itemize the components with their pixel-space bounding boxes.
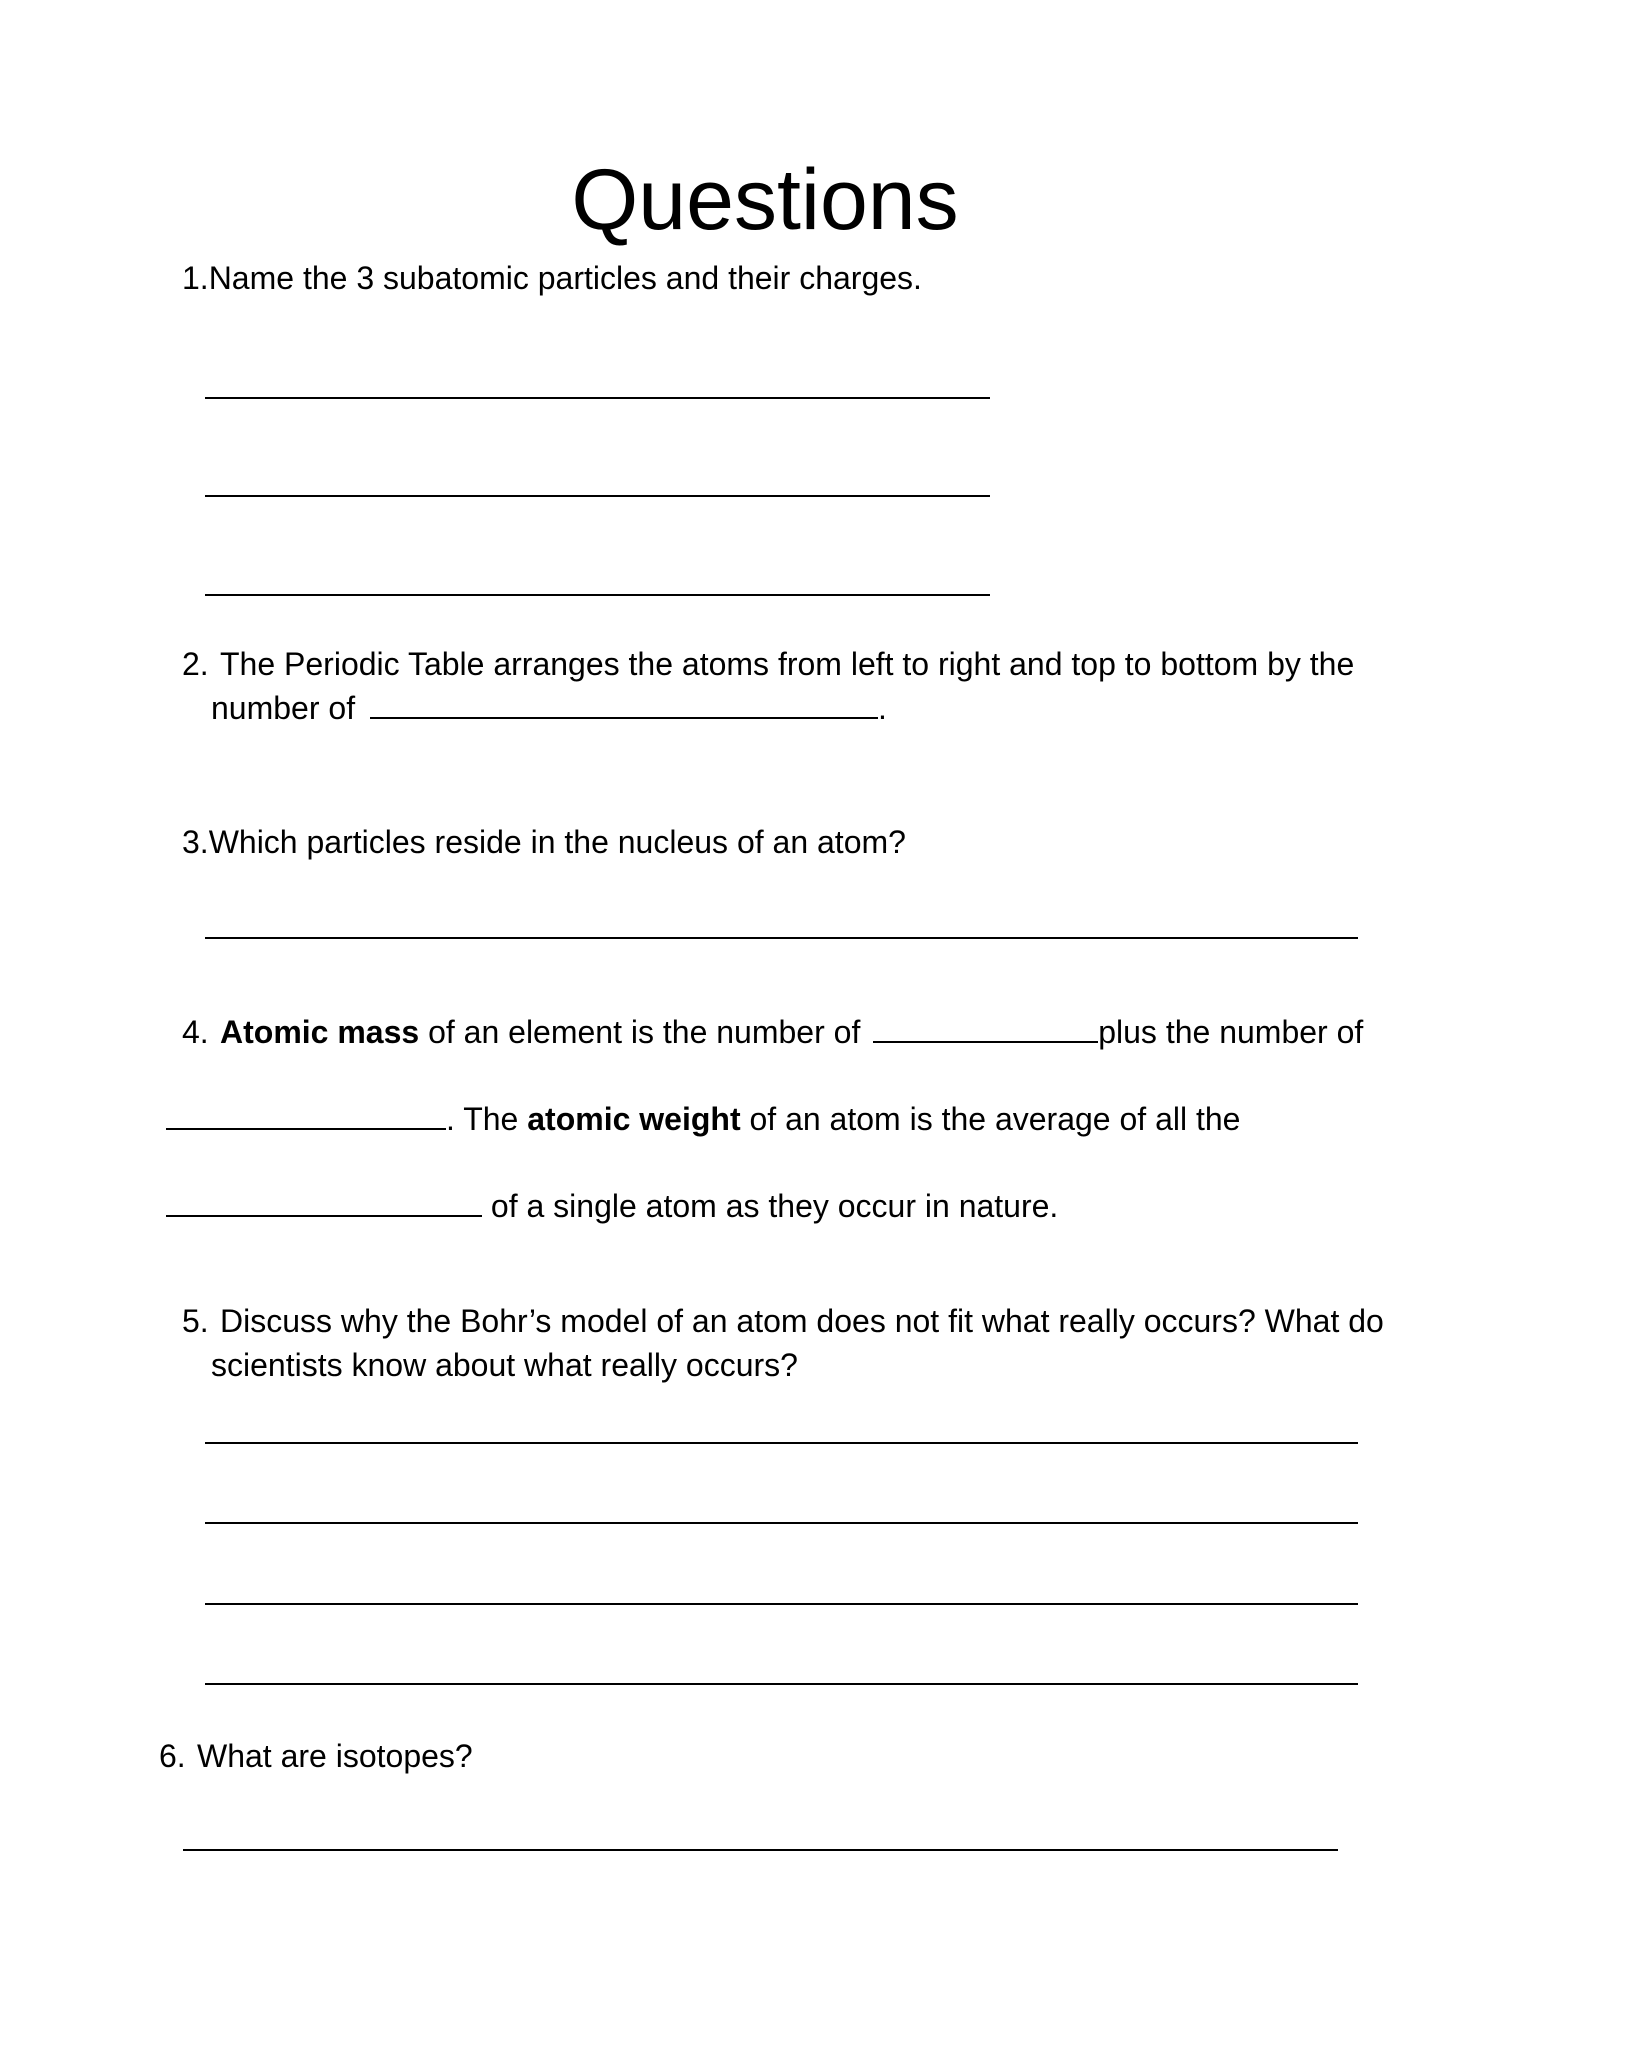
question-2-line2	[211, 686, 887, 730]
blank-q4-2[interactable]	[166, 1098, 446, 1130]
answer-line-q6[interactable]	[183, 1849, 1338, 1851]
question-5-text-line1: Discuss why the Bohr’s model of an atom does not fit what really occurs? What do	[220, 1303, 1384, 1339]
question-2-period: .	[877, 690, 887, 726]
page-title: Questions	[571, 152, 959, 248]
answer-line-q5-4[interactable]	[205, 1683, 1358, 1685]
question-4-line3	[166, 1184, 1058, 1228]
question-1-text: Name the 3 subatomic particles and their charges.	[208, 260, 922, 296]
question-6	[159, 1734, 473, 1778]
question-4-text1: of an element is the number of	[428, 1014, 861, 1050]
question-5-number: 5.	[182, 1303, 209, 1339]
question-4-bold-atomic-weight: atomic weight	[527, 1101, 741, 1137]
question-4-bold-atomic-mass: Atomic mass	[220, 1014, 420, 1050]
blank-q4-1[interactable]	[873, 1011, 1098, 1043]
answer-line-q1-3[interactable]	[205, 594, 990, 596]
question-2-text-line1: The Periodic Table arranges the atoms from left to right and top to bottom by the	[220, 646, 1355, 682]
question-4-text5: of a single atom as they occur in nature.	[490, 1188, 1059, 1224]
question-4-text2: plus the number of	[1098, 1014, 1364, 1050]
question-4-line2	[166, 1097, 1240, 1141]
question-1-number: 1.	[182, 260, 209, 296]
question-3	[182, 820, 906, 864]
question-5-line2	[211, 1343, 798, 1387]
blank-q2[interactable]	[370, 687, 878, 719]
question-5-text-line2: scientists know about what really occurs?	[211, 1347, 798, 1383]
answer-line-q5-3[interactable]	[205, 1603, 1358, 1605]
question-1	[182, 256, 922, 300]
question-4-text4: of an atom is the average of all the	[749, 1101, 1241, 1137]
answer-line-q1-1[interactable]	[205, 397, 990, 399]
question-4-text3: . The	[446, 1101, 519, 1137]
question-6-text: What are isotopes?	[197, 1738, 473, 1774]
question-2-text-line2: number of	[211, 690, 356, 726]
question-4-number: 4.	[182, 1014, 209, 1050]
question-6-number: 6.	[159, 1738, 186, 1774]
question-3-text: Which particles reside in the nucleus of an atom?	[208, 824, 906, 860]
question-2-number: 2.	[182, 646, 209, 682]
question-3-number: 3.	[182, 824, 209, 860]
question-4-line1	[182, 1010, 1363, 1054]
answer-line-q1-2[interactable]	[205, 495, 990, 497]
answer-line-q3[interactable]	[205, 937, 1358, 939]
question-2	[182, 642, 1354, 686]
question-5	[182, 1299, 1384, 1343]
answer-line-q5-1[interactable]	[205, 1442, 1358, 1444]
answer-line-q5-2[interactable]	[205, 1522, 1358, 1524]
blank-q4-3[interactable]	[166, 1185, 482, 1217]
